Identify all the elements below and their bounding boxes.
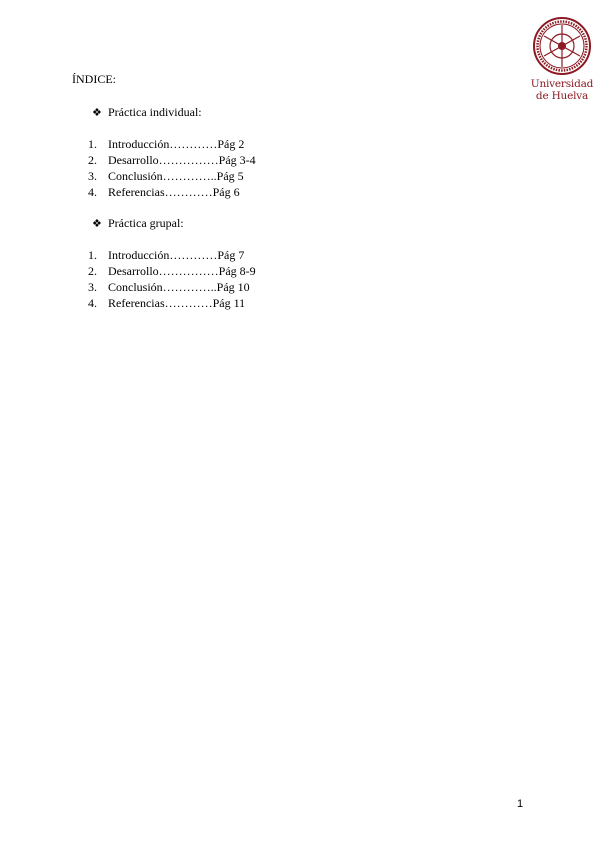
list-item-text: Introducción…………Pág 2 xyxy=(108,137,245,151)
page-number: 1 xyxy=(517,798,524,810)
section-group-list xyxy=(88,247,256,311)
list-item xyxy=(88,263,256,279)
list-item-number: 4. xyxy=(88,296,97,310)
list-item xyxy=(88,184,256,200)
index-heading: ÍNDICE: xyxy=(72,72,116,86)
university-logo xyxy=(530,16,594,104)
list-item-number: 3. xyxy=(88,169,97,183)
list-item-number: 2. xyxy=(88,264,97,278)
list-item xyxy=(88,152,256,168)
list-item xyxy=(88,279,256,295)
list-item-number: 3. xyxy=(88,280,97,294)
section-title-text: Práctica grupal: xyxy=(108,216,184,230)
list-item-text: Referencias…………Pág 11 xyxy=(108,296,246,310)
logo-line-2: de Huelva xyxy=(535,90,589,102)
university-seal-icon xyxy=(532,16,592,76)
diamond-bullet-icon: ❖ xyxy=(92,218,102,230)
section-individual-title xyxy=(92,104,202,121)
list-item-text: Referencias…………Pág 6 xyxy=(108,185,240,199)
list-item-text: Conclusión…………..Pág 10 xyxy=(108,280,250,294)
list-item xyxy=(88,136,256,152)
list-item-text: Desarrollo……………Pág 3-4 xyxy=(108,153,256,167)
logo-line-1: Universidad xyxy=(530,78,594,90)
list-item-text: Conclusión…………..Pág 5 xyxy=(108,169,244,183)
list-item-number: 2. xyxy=(88,153,97,167)
list-item-text: Desarrollo……………Pág 8-9 xyxy=(108,264,256,278)
list-item xyxy=(88,295,256,311)
section-title-text: Práctica individual: xyxy=(108,105,202,119)
section-group-title xyxy=(92,215,184,232)
list-item-number: 1. xyxy=(88,137,97,151)
list-item xyxy=(88,247,256,263)
list-item xyxy=(88,168,256,184)
list-item-text: Introducción…………Pág 7 xyxy=(108,248,245,262)
list-item-number: 1. xyxy=(88,248,97,262)
university-logo-text xyxy=(530,78,594,102)
diamond-bullet-icon: ❖ xyxy=(92,107,102,119)
list-item-number: 4. xyxy=(88,185,97,199)
section-individual-list xyxy=(88,136,256,200)
